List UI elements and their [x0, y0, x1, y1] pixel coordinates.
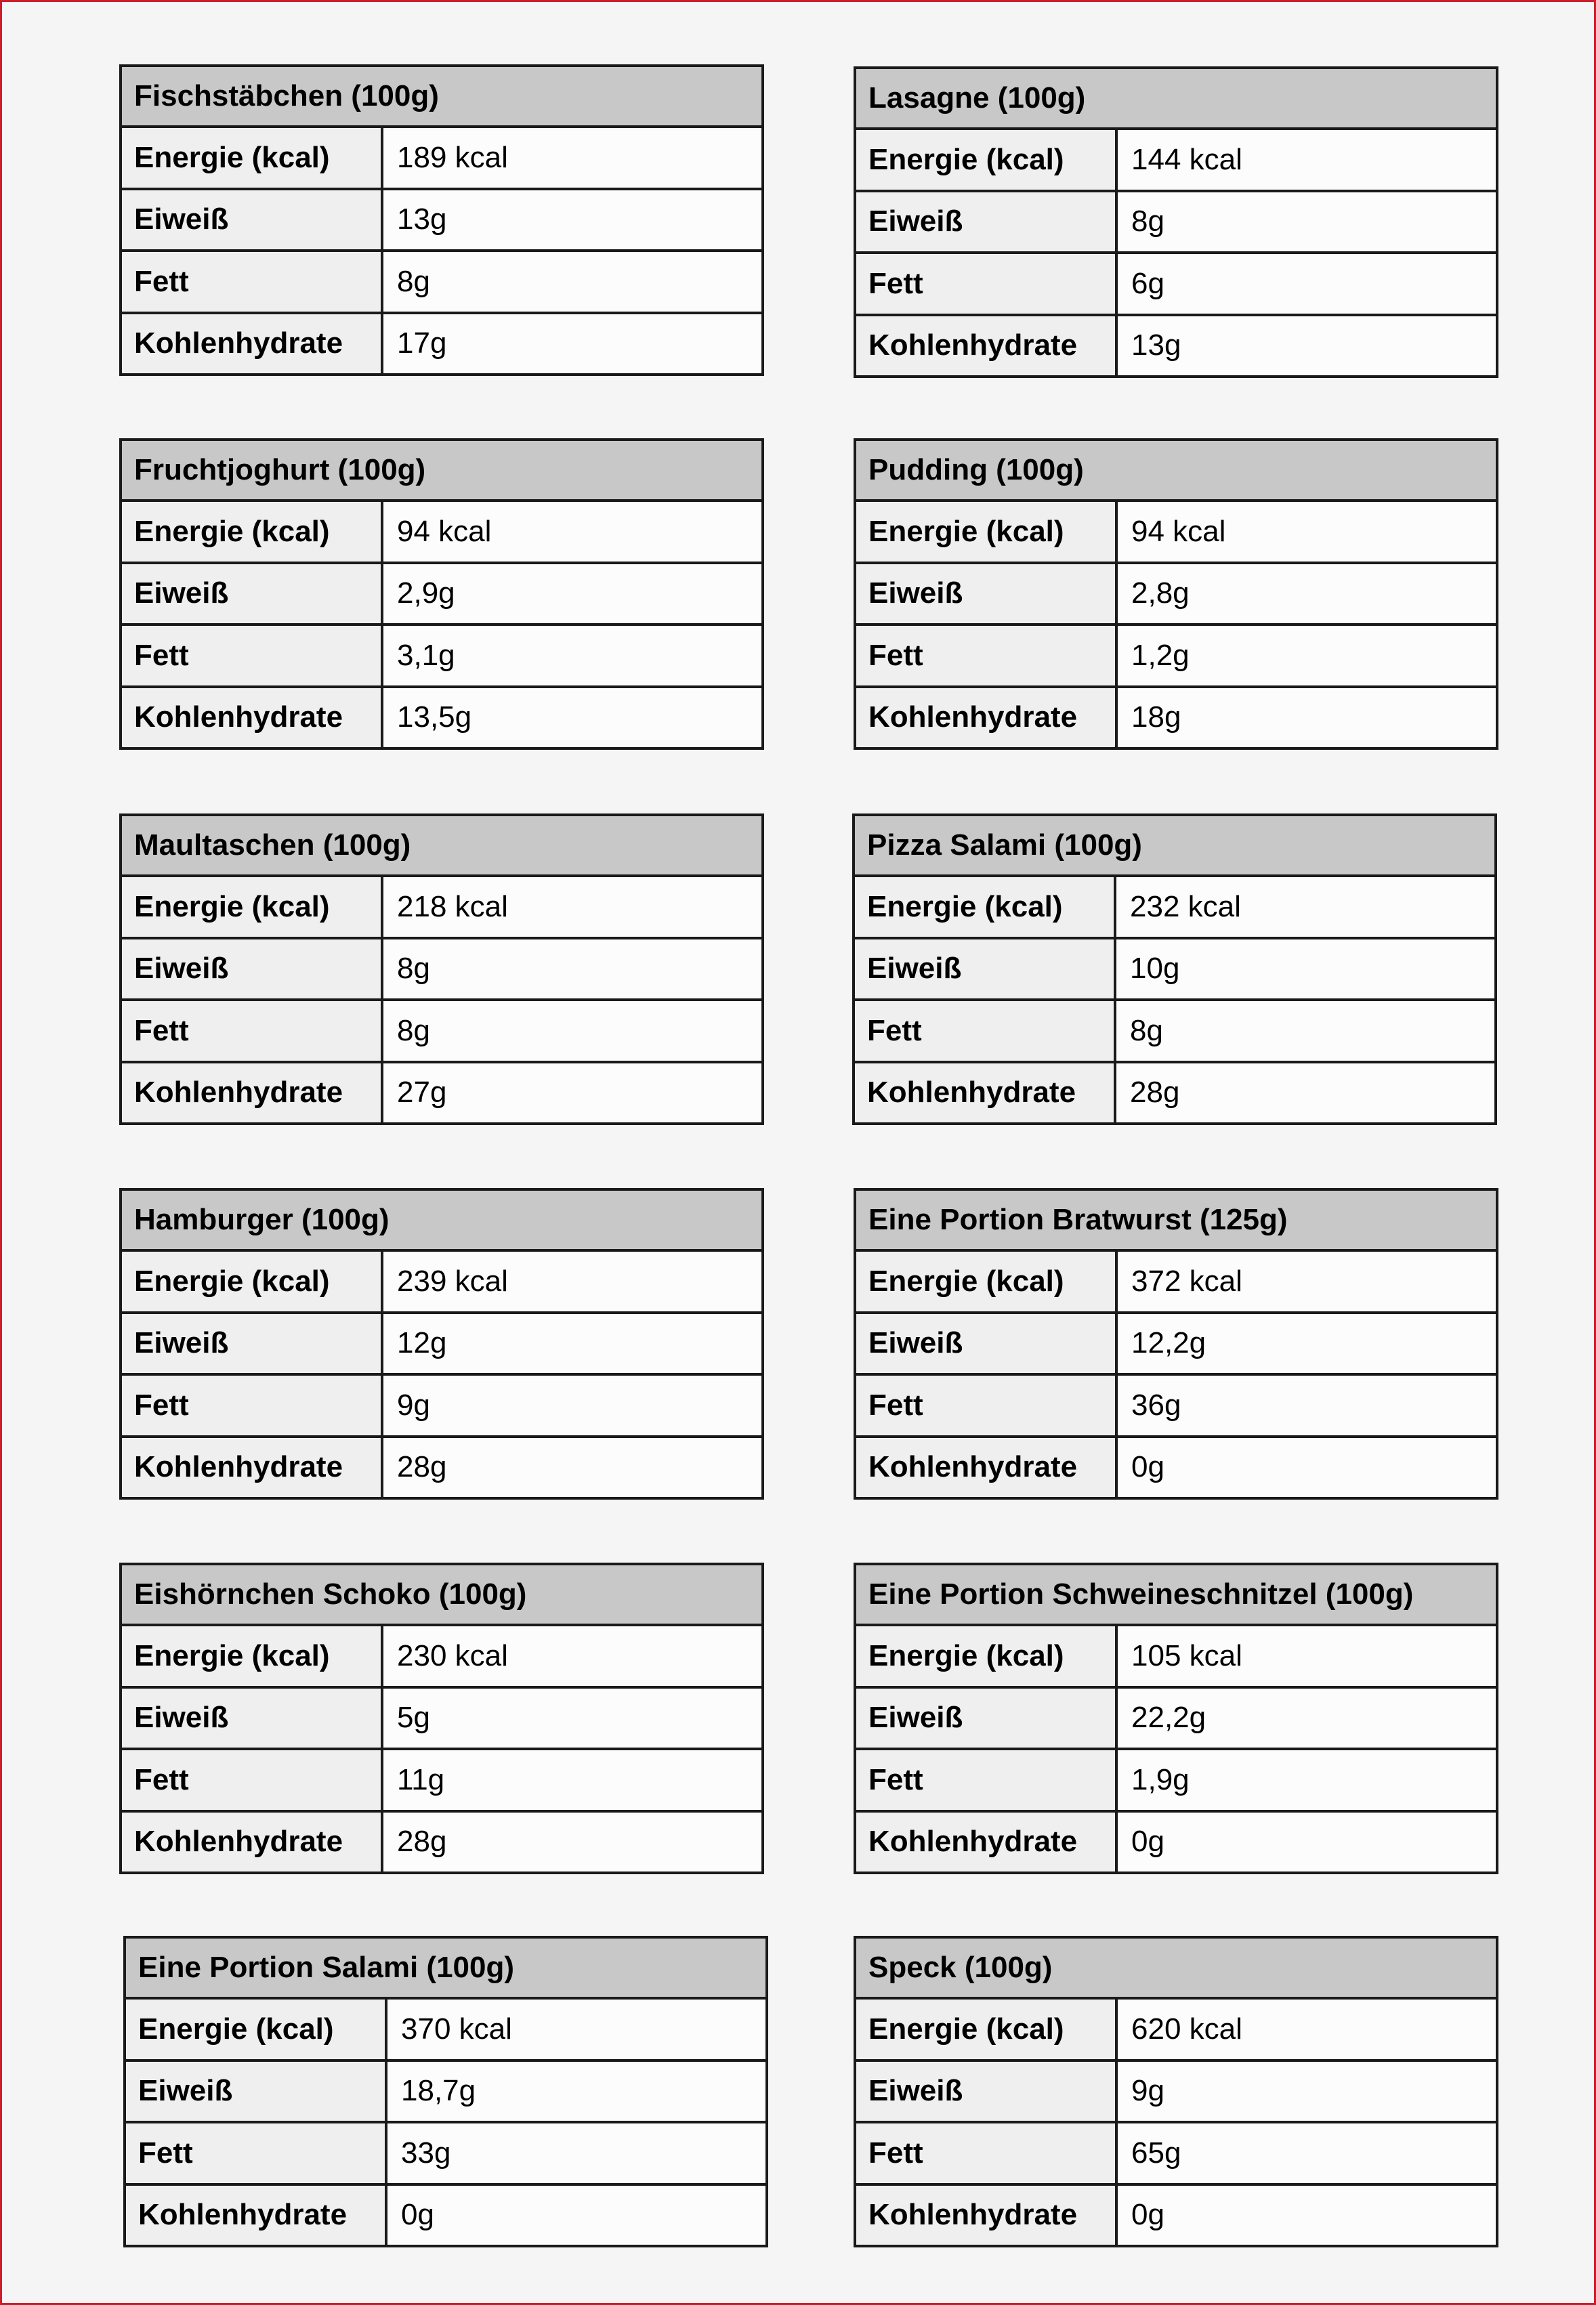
row-label: Energie (kcal): [122, 1626, 383, 1686]
row-value: 65g: [1118, 2123, 1496, 2183]
row-value: 2,8g: [1118, 564, 1496, 624]
row-label: Kohlenhydrate: [855, 1063, 1116, 1123]
row-fat: [856, 623, 1496, 685]
row-value: 27g: [383, 1063, 761, 1123]
row-label: Eiweiß: [122, 1314, 383, 1374]
row-label: Energie (kcal): [856, 1626, 1118, 1686]
row-carbs: [122, 1435, 761, 1498]
row-value: 3,1g: [383, 626, 761, 685]
row-label: Eiweiß: [122, 1689, 383, 1748]
row-value: 8g: [1118, 192, 1496, 252]
row-protein: [856, 562, 1496, 624]
row-label: Kohlenhydrate: [122, 1063, 383, 1123]
row-value: 11g: [383, 1750, 761, 1810]
row-energy: [122, 877, 761, 937]
row-label: Fett: [122, 626, 383, 685]
nutrition-card-salami: [123, 1936, 768, 2247]
row-label: Kohlenhydrate: [856, 1438, 1118, 1498]
row-energy: [856, 1252, 1496, 1311]
row-carbs: [122, 312, 761, 374]
row-carbs: [856, 314, 1496, 376]
row-energy: [122, 128, 761, 188]
row-carbs: [126, 2183, 765, 2245]
card-title: Pudding (100g): [856, 441, 1496, 502]
row-energy: [122, 1626, 761, 1686]
row-value: 0g: [1118, 1813, 1496, 1872]
nutrition-card-pudding: [854, 438, 1498, 750]
row-value: 13,5g: [383, 688, 761, 748]
card-title: Eishörnchen Schoko (100g): [122, 1565, 761, 1626]
row-value: 6g: [1118, 254, 1496, 314]
nutrition-card-maultaschen: [119, 813, 764, 1125]
row-protein: [856, 190, 1496, 252]
row-label: Eiweiß: [126, 2062, 387, 2121]
row-carbs: [856, 1810, 1496, 1872]
row-label: Energie (kcal): [856, 1252, 1118, 1311]
row-value: 1,9g: [1118, 1750, 1496, 1810]
row-label: Energie (kcal): [856, 2000, 1118, 2059]
row-value: 18g: [1118, 688, 1496, 748]
row-fat: [856, 251, 1496, 314]
row-label: Kohlenhydrate: [856, 316, 1118, 376]
row-label: Energie (kcal): [122, 877, 383, 937]
nutrition-card-hamburger: [119, 1188, 764, 1500]
row-value: 28g: [383, 1813, 761, 1872]
card-title: Fischstäbchen (100g): [122, 67, 761, 128]
row-value: 232 kcal: [1116, 877, 1494, 937]
nutrition-card-pizza-salami: [852, 813, 1497, 1125]
row-label: Eiweiß: [856, 564, 1118, 624]
row-label: Energie (kcal): [122, 502, 383, 562]
row-value: 372 kcal: [1118, 1252, 1496, 1311]
row-carbs: [855, 1061, 1494, 1123]
row-label: Eiweiß: [856, 1314, 1118, 1374]
row-value: 10g: [1116, 939, 1494, 999]
row-label: Fett: [856, 254, 1118, 314]
row-value: 230 kcal: [383, 1626, 761, 1686]
row-protein: [122, 188, 761, 250]
row-energy: [122, 502, 761, 562]
row-label: Energie (kcal): [122, 1252, 383, 1311]
row-carbs: [122, 1810, 761, 1872]
row-label: Energie (kcal): [855, 877, 1116, 937]
row-value: 105 kcal: [1118, 1626, 1496, 1686]
row-value: 12,2g: [1118, 1314, 1496, 1374]
row-value: 9g: [383, 1376, 761, 1435]
row-value: 8g: [383, 252, 761, 312]
row-protein: [126, 2059, 765, 2121]
row-carbs: [122, 1061, 761, 1123]
row-value: 1,2g: [1118, 626, 1496, 685]
row-label: Eiweiß: [855, 939, 1116, 999]
row-value: 8g: [383, 1001, 761, 1061]
row-label: Eiweiß: [122, 190, 383, 250]
row-label: Energie (kcal): [126, 2000, 387, 2059]
row-label: Kohlenhydrate: [856, 1813, 1118, 1872]
row-value: 8g: [1116, 1001, 1494, 1061]
row-fat: [122, 998, 761, 1061]
row-value: 620 kcal: [1118, 2000, 1496, 2059]
row-label: Kohlenhydrate: [856, 2186, 1118, 2245]
row-value: 218 kcal: [383, 877, 761, 937]
row-label: Kohlenhydrate: [856, 688, 1118, 748]
row-label: Kohlenhydrate: [122, 314, 383, 374]
row-label: Fett: [122, 1376, 383, 1435]
card-title: Lasagne (100g): [856, 69, 1496, 130]
row-protein: [856, 2059, 1496, 2121]
row-carbs: [122, 685, 761, 748]
row-energy: [856, 1626, 1496, 1686]
row-value: 18,7g: [387, 2062, 765, 2121]
row-value: 2,9g: [383, 564, 761, 624]
card-title: Maultaschen (100g): [122, 816, 761, 877]
row-protein: [122, 1311, 761, 1374]
row-value: 0g: [1118, 1438, 1496, 1498]
row-value: 9g: [1118, 2062, 1496, 2121]
row-label: Kohlenhydrate: [126, 2186, 387, 2245]
card-title: Eine Portion Salami (100g): [126, 1939, 765, 2000]
row-value: 144 kcal: [1118, 130, 1496, 190]
row-value: 239 kcal: [383, 1252, 761, 1311]
row-label: Eiweiß: [856, 1689, 1118, 1748]
card-title: Pizza Salami (100g): [855, 816, 1494, 877]
row-value: 0g: [387, 2186, 765, 2245]
row-label: Eiweiß: [856, 2062, 1118, 2121]
row-label: Fett: [122, 1001, 383, 1061]
row-label: Fett: [855, 1001, 1116, 1061]
row-label: Kohlenhydrate: [122, 1438, 383, 1498]
row-label: Kohlenhydrate: [122, 688, 383, 748]
row-fat: [122, 623, 761, 685]
row-fat: [122, 249, 761, 312]
nutrition-card-speck: [854, 1936, 1498, 2247]
row-carbs: [856, 2183, 1496, 2245]
row-value: 13g: [383, 190, 761, 250]
row-fat: [855, 998, 1494, 1061]
nutrition-card-fruchtjoghurt: [119, 438, 764, 750]
row-value: 94 kcal: [383, 502, 761, 562]
row-fat: [122, 1748, 761, 1810]
row-protein: [122, 1686, 761, 1748]
row-protein: [122, 937, 761, 999]
row-label: Eiweiß: [856, 192, 1118, 252]
row-fat: [856, 2121, 1496, 2183]
row-energy: [122, 1252, 761, 1311]
row-carbs: [856, 1435, 1496, 1498]
row-value: 28g: [1116, 1063, 1494, 1123]
row-label: Fett: [856, 1376, 1118, 1435]
row-protein: [856, 1311, 1496, 1374]
card-title: Fruchtjoghurt (100g): [122, 441, 761, 502]
row-fat: [856, 1748, 1496, 1810]
row-value: 12g: [383, 1314, 761, 1374]
row-value: 36g: [1118, 1376, 1496, 1435]
row-label: Energie (kcal): [122, 128, 383, 188]
row-value: 13g: [1118, 316, 1496, 376]
row-label: Fett: [856, 1750, 1118, 1810]
row-value: 189 kcal: [383, 128, 761, 188]
nutrition-card-lasagne: [854, 66, 1498, 378]
row-value: 8g: [383, 939, 761, 999]
row-label: Eiweiß: [122, 564, 383, 624]
row-label: Fett: [122, 1750, 383, 1810]
row-carbs: [856, 685, 1496, 748]
row-label: Fett: [126, 2123, 387, 2183]
row-value: 33g: [387, 2123, 765, 2183]
row-value: 28g: [383, 1438, 761, 1498]
nutrition-card-schweineschnitzel: [854, 1563, 1498, 1874]
row-label: Kohlenhydrate: [122, 1813, 383, 1872]
row-value: 5g: [383, 1689, 761, 1748]
row-value: 17g: [383, 314, 761, 374]
row-value: 0g: [1118, 2186, 1496, 2245]
row-label: Energie (kcal): [856, 502, 1118, 562]
row-energy: [126, 2000, 765, 2059]
card-title: Speck (100g): [856, 1939, 1496, 2000]
row-label: Energie (kcal): [856, 130, 1118, 190]
row-value: 94 kcal: [1118, 502, 1496, 562]
nutrition-card-bratwurst: [854, 1188, 1498, 1500]
row-label: Fett: [122, 252, 383, 312]
row-energy: [856, 130, 1496, 190]
row-fat: [856, 1373, 1496, 1435]
row-energy: [856, 2000, 1496, 2059]
nutrition-card-eishoernchen: [119, 1563, 764, 1874]
row-fat: [126, 2121, 765, 2183]
card-title: Hamburger (100g): [122, 1191, 761, 1252]
row-protein: [122, 562, 761, 624]
row-fat: [122, 1373, 761, 1435]
row-protein: [856, 1686, 1496, 1748]
row-value: 370 kcal: [387, 2000, 765, 2059]
nutrition-card-fischstaebchen: [119, 64, 764, 376]
row-label: Fett: [856, 626, 1118, 685]
card-title: Eine Portion Bratwurst (125g): [856, 1191, 1496, 1252]
row-energy: [856, 502, 1496, 562]
row-value: 22,2g: [1118, 1689, 1496, 1748]
row-label: Eiweiß: [122, 939, 383, 999]
card-title: Eine Portion Schweineschnitzel (100g): [856, 1565, 1496, 1626]
row-energy: [855, 877, 1494, 937]
row-label: Fett: [856, 2123, 1118, 2183]
row-protein: [855, 937, 1494, 999]
